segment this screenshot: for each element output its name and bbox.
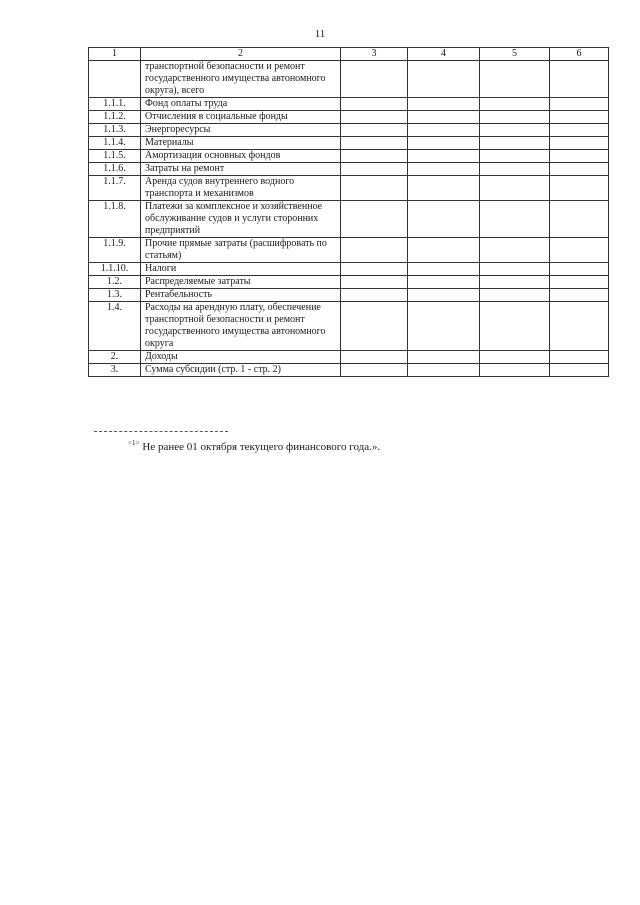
row-label: Доходы (141, 351, 341, 364)
value-cell-col-3 (341, 176, 408, 201)
value-cell-col-6 (550, 302, 609, 351)
table-row (89, 98, 609, 111)
value-cell-col-4 (408, 302, 480, 351)
column-header: 3 (341, 48, 408, 61)
value-cell-col-6 (550, 163, 609, 176)
row-label: Фонд оплаты труда (141, 98, 341, 111)
value-cell-col-3 (341, 263, 408, 276)
value-cell-col-5 (480, 302, 550, 351)
row-number: 1.4. (89, 302, 141, 351)
table-body (89, 61, 609, 377)
page-number: 11 (314, 28, 326, 40)
table-row (89, 263, 609, 276)
column-header: 2 (141, 48, 341, 61)
row-number: 1.1.6. (89, 163, 141, 176)
value-cell-col-5 (480, 111, 550, 124)
value-cell-col-3 (341, 98, 408, 111)
value-cell-col-3 (341, 302, 408, 351)
value-cell-col-6 (550, 238, 609, 263)
value-cell-col-6 (550, 276, 609, 289)
value-cell-col-5 (480, 98, 550, 111)
row-number: 1.1.7. (89, 176, 141, 201)
value-cell-col-4 (408, 163, 480, 176)
table-row (89, 61, 609, 98)
value-cell-col-4 (408, 276, 480, 289)
column-header: 1 (89, 48, 141, 61)
value-cell-col-5 (480, 176, 550, 201)
row-number (89, 61, 141, 98)
row-label: Распределяемые затраты (141, 276, 341, 289)
footnote-marker: <1> (128, 439, 140, 447)
row-number: 1.1.10. (89, 263, 141, 276)
row-label: Платежи за комплексное и хозяйственное обслуживание судов и услуги сторонних предприятий (141, 201, 341, 238)
value-cell-col-6 (550, 263, 609, 276)
row-number: 1.1.4. (89, 137, 141, 150)
value-cell-col-3 (341, 201, 408, 238)
table-row (89, 351, 609, 364)
table-row (89, 302, 609, 351)
table-row (89, 238, 609, 263)
value-cell-col-4 (408, 201, 480, 238)
table-row (89, 150, 609, 163)
value-cell-col-3 (341, 238, 408, 263)
table-row (89, 124, 609, 137)
value-cell-col-3 (341, 289, 408, 302)
value-cell-col-4 (408, 150, 480, 163)
row-number: 1.1.5. (89, 150, 141, 163)
table-row (89, 176, 609, 201)
value-cell-col-5 (480, 276, 550, 289)
value-cell-col-6 (550, 351, 609, 364)
footnote-separator (94, 431, 228, 432)
table-row (89, 276, 609, 289)
table-row (89, 201, 609, 238)
row-label: Сумма субсидии (стр. 1 - стр. 2) (141, 364, 341, 377)
value-cell-col-3 (341, 364, 408, 377)
value-cell-col-5 (480, 124, 550, 137)
row-label: Рентабельность (141, 289, 341, 302)
footnote (128, 441, 380, 453)
value-cell-col-6 (550, 150, 609, 163)
value-cell-col-6 (550, 201, 609, 238)
value-cell-col-4 (408, 364, 480, 377)
column-header: 5 (480, 48, 550, 61)
value-cell-col-6 (550, 124, 609, 137)
row-label: транспортной безопасности и ремонт государственного имущества автономного округа), всего (141, 61, 341, 98)
value-cell-col-5 (480, 238, 550, 263)
subsidy-calculation-table (88, 47, 609, 377)
value-cell-col-6 (550, 176, 609, 201)
row-label: Энергоресурсы (141, 124, 341, 137)
value-cell-col-5 (480, 289, 550, 302)
value-cell-col-3 (341, 150, 408, 163)
value-cell-col-5 (480, 163, 550, 176)
row-label: Затраты на ремонт (141, 163, 341, 176)
row-label: Амортизация основных фондов (141, 150, 341, 163)
table-row (89, 111, 609, 124)
value-cell-col-6 (550, 137, 609, 150)
row-label: Аренда судов внутреннего водного транспорта и механизмов (141, 176, 341, 201)
value-cell-col-4 (408, 176, 480, 201)
value-cell-col-6 (550, 364, 609, 377)
row-label: Отчисления в социальные фонды (141, 111, 341, 124)
row-number: 1.1.8. (89, 201, 141, 238)
column-header: 6 (550, 48, 609, 61)
value-cell-col-6 (550, 61, 609, 98)
value-cell-col-5 (480, 137, 550, 150)
row-number: 3. (89, 364, 141, 377)
value-cell-col-3 (341, 111, 408, 124)
value-cell-col-4 (408, 124, 480, 137)
value-cell-col-4 (408, 238, 480, 263)
value-cell-col-6 (550, 289, 609, 302)
value-cell-col-4 (408, 263, 480, 276)
value-cell-col-3 (341, 163, 408, 176)
row-number: 1.1.9. (89, 238, 141, 263)
value-cell-col-4 (408, 61, 480, 98)
table-row (89, 289, 609, 302)
value-cell-col-3 (341, 137, 408, 150)
row-number: 2. (89, 351, 141, 364)
row-number: 1.1.1. (89, 98, 141, 111)
value-cell-col-5 (480, 61, 550, 98)
row-label: Прочие прямые затраты (расшифровать по статьям) (141, 238, 341, 263)
value-cell-col-5 (480, 364, 550, 377)
value-cell-col-4 (408, 111, 480, 124)
table-row (89, 137, 609, 150)
row-label: Расходы на арендную плату, обеспечение транспортной безопасности и ремонт государственного имущества автономного округа (141, 302, 341, 351)
row-number: 1.1.3. (89, 124, 141, 137)
row-number: 1.3. (89, 289, 141, 302)
footnote-text: Не ранее 01 октября текущего финансового года.». (142, 441, 381, 453)
value-cell-col-3 (341, 124, 408, 137)
value-cell-col-5 (480, 351, 550, 364)
value-cell-col-4 (408, 137, 480, 150)
value-cell-col-3 (341, 61, 408, 98)
row-label: Налоги (141, 263, 341, 276)
row-label: Материалы (141, 137, 341, 150)
table-header-row (89, 48, 609, 61)
row-number: 1.2. (89, 276, 141, 289)
value-cell-col-5 (480, 150, 550, 163)
row-number: 1.1.2. (89, 111, 141, 124)
value-cell-col-3 (341, 351, 408, 364)
value-cell-col-4 (408, 98, 480, 111)
value-cell-col-6 (550, 98, 609, 111)
value-cell-col-4 (408, 289, 480, 302)
value-cell-col-5 (480, 201, 550, 238)
value-cell-col-6 (550, 111, 609, 124)
column-header: 4 (408, 48, 480, 61)
value-cell-col-5 (480, 263, 550, 276)
table-row (89, 163, 609, 176)
value-cell-col-4 (408, 351, 480, 364)
table-row (89, 364, 609, 377)
value-cell-col-3 (341, 276, 408, 289)
